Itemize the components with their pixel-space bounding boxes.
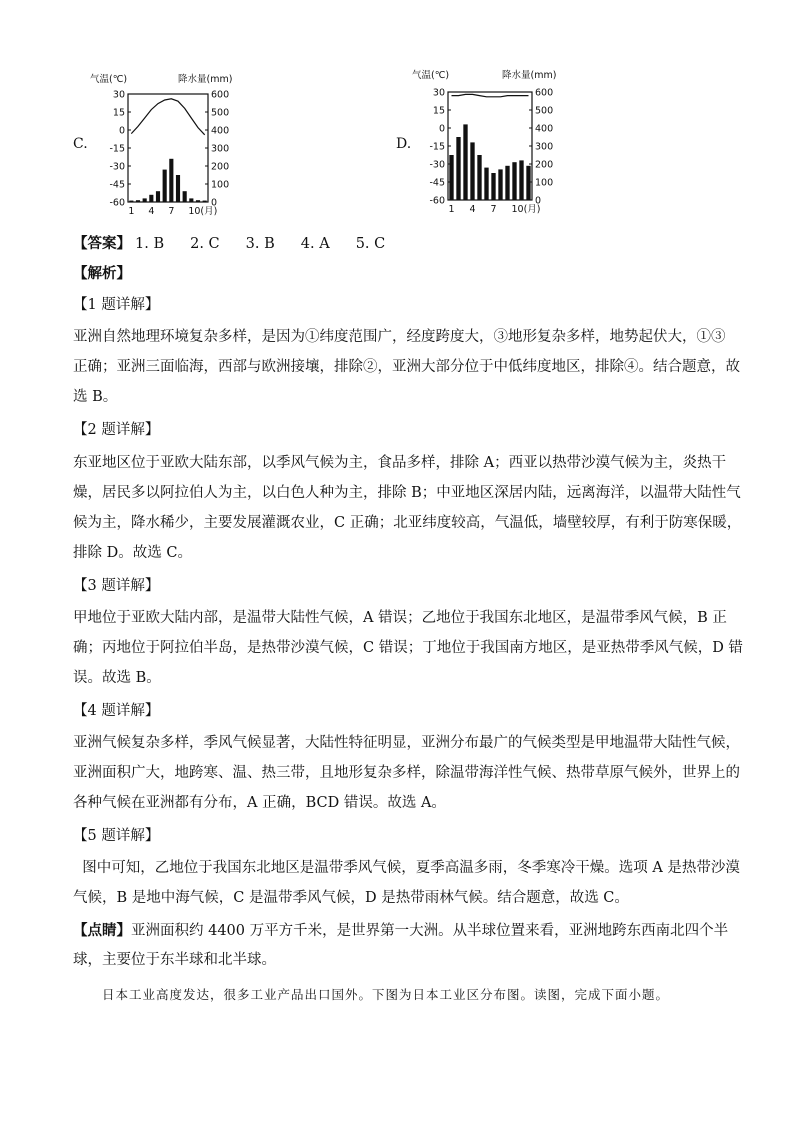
temp-tick-label: -60 — [429, 195, 445, 207]
precip-axis-label: 降水量(mm) — [502, 70, 557, 81]
analysis-label: 【解析】 — [73, 265, 131, 282]
precipitation-bar — [449, 155, 453, 200]
answer-item: 1. B — [135, 236, 165, 252]
next-question-intro: 日本工业高度发达，很多工业产品出口国外。下图为日本工业区分布图。读图，完成下面小题。 — [102, 987, 670, 1002]
precipitation-bar — [456, 137, 460, 200]
precipitation-bar — [519, 160, 523, 200]
precipitation-bar — [183, 191, 187, 202]
precipitation-bar — [143, 198, 147, 202]
q2-line: 燥，居民多以阿拉伯人为主，以白色人种为主，排除 B；中亚地区深居内陆，远离海洋，以温带大陆性气 — [73, 485, 741, 501]
precip-tick-label: 600 — [211, 89, 230, 101]
answer-line — [73, 231, 411, 257]
temp-tick-label: 30 — [432, 87, 445, 99]
climate-chart-d — [410, 68, 585, 223]
precip-tick-label: 600 — [535, 87, 554, 99]
answer-label: 【答案】 — [73, 235, 131, 252]
precipitation-bar — [491, 173, 495, 200]
precipitation-bar — [498, 169, 502, 200]
precipitation-bar — [136, 200, 140, 202]
precipitation-bar — [203, 201, 207, 202]
answer-item: 2. C — [190, 236, 220, 252]
q1-heading: 【1 题详解】 — [73, 297, 160, 313]
precipitation-bar — [463, 124, 467, 200]
q3-line: 甲地位于亚欧大陆内部，是温带大陆性气候，A 错误；乙地位于我国东北地区，是温带季风气候，B 正 — [73, 610, 727, 626]
answer-item: 3. B — [245, 236, 275, 252]
precipitation-bar — [156, 191, 160, 202]
q1-line: 选 B。 — [73, 389, 118, 405]
precip-tick-label: 200 — [535, 159, 554, 171]
option-d-label: D. — [396, 136, 412, 152]
q5-line: 图中可知，乙地位于我国东北地区是温带季风气候，夏季高温多雨，冬季寒冷干燥。选项 A 是热带沙漠 — [73, 860, 740, 876]
precip-tick-label: 0 — [535, 195, 542, 207]
precip-axis-label: 降水量(mm) — [178, 74, 233, 85]
temp-tick-label: -45 — [109, 179, 125, 191]
precip-tick-label: 500 — [535, 105, 554, 117]
tip-line: 球，主要位于东半球和北半球。 — [73, 952, 276, 968]
precip-tick-label: 200 — [211, 161, 230, 173]
month-tick-label: 1 — [448, 204, 455, 215]
q3-line: 误。故选 B。 — [73, 670, 161, 686]
q2-line: 排除 D。故选 C。 — [73, 545, 192, 561]
precipitation-bar — [129, 201, 133, 202]
temp-axis-label: 气温(℃) — [412, 70, 450, 81]
tip-label: 【点睛】 — [73, 922, 131, 939]
answer-item: 5. C — [355, 236, 386, 252]
month-tick-label: 10(月) — [188, 206, 218, 217]
q4-line: 各种气候在亚洲都有分布，A 正确，BCD 错误。故选 A。 — [73, 795, 446, 811]
q3-heading: 【3 题详解】 — [73, 578, 160, 594]
option-c-label: C. — [73, 136, 88, 152]
precip-tick-label: 0 — [211, 197, 218, 209]
precipitation-bar — [149, 195, 153, 202]
q1-line: 正确；亚洲三面临海，西部与欧洲接壤，排除②，亚洲大部分位于中低纬度地区，排除④。结合题意，故 — [73, 359, 740, 375]
temp-tick-label: 15 — [432, 105, 445, 117]
precipitation-bar — [484, 168, 488, 200]
temp-tick-label: -45 — [429, 177, 445, 189]
tip-text: 亚洲面积约 4400 万平方千米，是世界第一大洲。从半球位置来看，亚洲地跨东西南北四个半 — [131, 923, 729, 939]
precipitation-bar — [505, 166, 509, 200]
precipitation-bar — [526, 166, 530, 200]
q2-line: 东亚地区位于亚欧大陆东部，以季风气候为主，食品多样，排除 A；西亚以热带沙漠气候为主，炎热干 — [73, 455, 727, 471]
temp-tick-label: -30 — [429, 159, 445, 171]
precipitation-bar — [176, 175, 180, 202]
precipitation-bar — [169, 159, 173, 202]
precip-tick-label: 500 — [211, 107, 230, 119]
precipitation-bar — [512, 162, 516, 200]
precipitation-bar — [470, 142, 474, 200]
precip-tick-label: 400 — [211, 125, 230, 137]
temp-tick-label: 0 — [118, 125, 125, 137]
precip-tick-label: 300 — [211, 143, 230, 155]
temp-tick-label: -60 — [109, 197, 125, 209]
month-tick-label: 4 — [148, 206, 155, 217]
q2-line: 候为主，降水稀少，主要发展灌溉农业，C 正确；北亚纬度较高，气温低，墙壁较厚，有利于防寒保暖， — [73, 515, 742, 531]
q5-heading: 【5 题详解】 — [73, 828, 160, 844]
temp-tick-label: -15 — [429, 141, 445, 153]
q4-heading: 【4 题详解】 — [73, 703, 160, 719]
q4-line: 亚洲气候复杂多样，季风气候显著，大陆性特征明显，亚洲分布最广的气候类型是甲地温带大陆性气候， — [73, 735, 740, 751]
temp-tick-label: 15 — [112, 107, 125, 119]
temp-tick-label: 30 — [112, 89, 125, 101]
temp-tick-label: -30 — [109, 161, 125, 173]
answer-item: 4. A — [300, 236, 330, 252]
precipitation-bar — [189, 198, 193, 202]
temp-tick-label: 0 — [438, 123, 445, 135]
precip-tick-label: 300 — [535, 141, 554, 153]
q3-line: 确；丙地位于阿拉伯半岛，是热带沙漠气候，C 错误；丁地位于我国南方地区，是亚热带季风气候，D 错 — [73, 640, 743, 656]
month-tick-label: 1 — [128, 206, 135, 217]
temperature-line — [131, 99, 204, 135]
temp-axis-label: 气温(℃) — [90, 74, 128, 85]
precip-tick-label: 100 — [535, 177, 554, 189]
temperature-line — [452, 94, 529, 96]
q4-line: 亚洲面积广大，地跨寒、温、热三带，且地形复杂多样，除温带海洋性气候、热带草原气候外，世界上的 — [73, 765, 740, 781]
tip-line — [73, 918, 728, 944]
plot-frame — [128, 94, 208, 202]
month-tick-label: 7 — [168, 206, 175, 217]
q5-line: 气候，B 是地中海气候，C 是温带季风气候，D 是热带雨林气候。结合题意，故选 C。 — [73, 890, 629, 906]
precipitation-bar — [163, 170, 167, 202]
month-tick-label: 4 — [469, 204, 476, 215]
temp-tick-label: -15 — [109, 143, 125, 155]
precip-tick-label: 400 — [535, 123, 554, 135]
climate-chart-c — [88, 72, 258, 220]
precipitation-bar — [477, 155, 481, 200]
month-tick-label: 7 — [490, 204, 497, 215]
precipitation-bar — [196, 200, 200, 202]
precip-tick-label: 100 — [211, 179, 230, 191]
month-tick-label: 10(月) — [511, 204, 541, 215]
q1-line: 亚洲自然地理环境复杂多样，是因为①纬度范围广，经度跨度大，③地形复杂多样，地势起伏大，①③ — [73, 329, 726, 345]
q2-heading: 【2 题详解】 — [73, 422, 160, 438]
